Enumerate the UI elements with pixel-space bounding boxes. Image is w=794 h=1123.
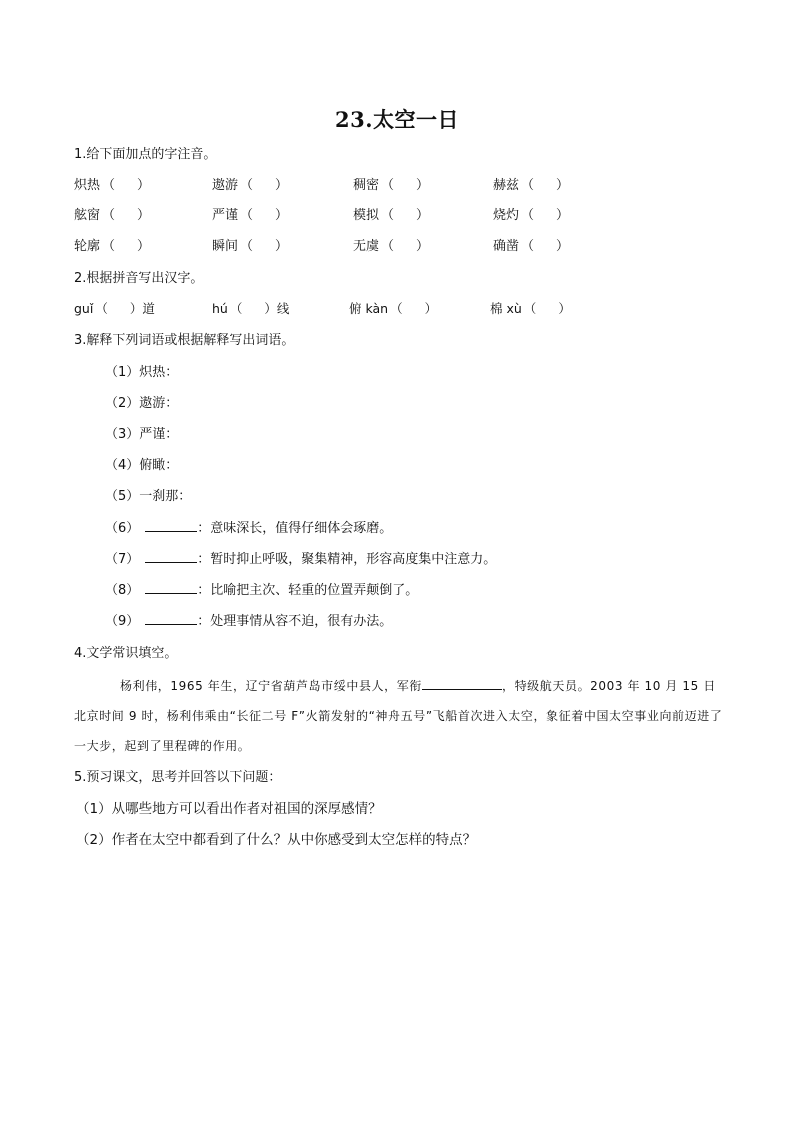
word: 模拟: [353, 208, 380, 223]
definition-text: ：意味深长，值得仔细体会琢磨。: [197, 521, 393, 536]
word-cell: [493, 206, 569, 226]
term-2: （2）遨游：: [105, 396, 179, 411]
pinyin-item: [490, 299, 571, 319]
answer-line[interactable]: [145, 581, 197, 594]
pinyin-row-2: [74, 206, 734, 226]
question-4-prompt: 4.文学常识填空。: [74, 646, 178, 661]
page-title: 23.太空一日: [334, 107, 460, 132]
question-5-2: （2）作者在太空中都看到了什么？从中你感受到太空怎样的特点？: [76, 832, 477, 848]
pinyin-item: [212, 299, 289, 319]
pinyin-row-1: [74, 176, 734, 196]
answer-line[interactable]: [145, 612, 197, 625]
question-1-prompt: 1.给下面加点的字注音。: [74, 147, 217, 162]
word-cell: [212, 237, 288, 257]
paragraph-text-after: ，特级航天员。2003 年 10 月 15 日北京时间 9 时，杨利伟乘由“长征二号 F”火箭发射的“神舟五号”飞船首次进入太空，象征着中国太空事业向前迈进了一大步，起到了里程碑的作用。: [74, 679, 723, 753]
word-cell: [212, 206, 288, 226]
question-3-prompt: 3.解释下列词语或根据解释写出词语。: [74, 333, 295, 348]
answer-blank[interactable]: [519, 176, 569, 196]
definition-8: [105, 581, 418, 600]
pinyin-row-3: [74, 237, 734, 257]
answer-blank[interactable]: [519, 206, 569, 226]
answer-blank[interactable]: [379, 206, 429, 226]
word-cell: [493, 237, 569, 257]
answer-blank[interactable]: [388, 299, 437, 319]
word: 无虞: [353, 239, 380, 254]
char-suffix: 道: [142, 301, 155, 316]
word: 赫兹: [493, 178, 520, 193]
word-cell: [212, 176, 288, 196]
word: 确凿: [493, 239, 520, 254]
word: 舷窗: [74, 208, 101, 223]
answer-blank[interactable]: [228, 299, 277, 319]
answer-line[interactable]: [145, 550, 197, 563]
rank-answer-line[interactable]: [422, 677, 502, 690]
term-1: （1）炽热：: [105, 365, 179, 380]
answer-blank[interactable]: [238, 206, 288, 226]
word: 瞬间: [212, 239, 239, 254]
item-number: （8）: [105, 583, 140, 598]
term-5: （5）一刹那：: [105, 489, 192, 504]
answer-blank[interactable]: [522, 299, 571, 319]
pinyin: hú: [212, 301, 228, 316]
paragraph-text-before: 杨利伟，1965 年生，辽宁省葫芦岛市绥中县人，军衔: [120, 679, 422, 693]
word-cell: [353, 206, 429, 226]
word-cell: [353, 176, 429, 196]
char-suffix: 线: [276, 301, 290, 316]
word-cell: [74, 206, 150, 226]
definition-6: [105, 519, 392, 538]
word-cell: [74, 237, 150, 257]
answer-blank[interactable]: [100, 206, 150, 226]
word: 烧灼: [493, 208, 520, 223]
term-4: （4）俯瞰：: [105, 458, 179, 473]
word: 遨游: [212, 178, 239, 193]
word-cell: [493, 176, 569, 196]
word: 稠密: [353, 178, 380, 193]
answer-blank[interactable]: [238, 237, 288, 257]
word: 炽热: [74, 178, 101, 193]
literature-paragraph: [74, 671, 724, 761]
item-number: （9）: [105, 614, 140, 629]
answer-blank[interactable]: [238, 176, 288, 196]
definition-9: [105, 612, 392, 631]
answer-blank[interactable]: [519, 237, 569, 257]
pinyin-item: [74, 299, 155, 319]
answer-blank[interactable]: [379, 237, 429, 257]
item-number: （6）: [105, 521, 140, 536]
pinyin: 俯 kàn: [349, 301, 389, 316]
answer-blank[interactable]: [100, 176, 150, 196]
answer-blank[interactable]: [100, 237, 150, 257]
definition-text: ：处理事情从容不迫，很有办法。: [197, 614, 393, 629]
item-number: （7）: [105, 552, 140, 567]
answer-line[interactable]: [145, 519, 197, 532]
definition-text: ：暂时抑止呼吸，聚集精神，形容高度集中注意力。: [197, 552, 497, 567]
word-cell: [353, 237, 429, 257]
question-5-prompt: 5.预习课文，思考并回答以下问题：: [74, 770, 282, 785]
pinyin: guǐ: [74, 301, 94, 316]
word: 轮廓: [74, 239, 101, 254]
definition-text: ：比喻把主次、轻重的位置弄颠倒了。: [197, 583, 419, 598]
question-5-1: （1）从哪些地方可以看出作者对祖国的深厚感情？: [76, 801, 382, 817]
definition-7: [105, 550, 496, 569]
answer-blank[interactable]: [379, 176, 429, 196]
hanzi-row: [74, 299, 734, 319]
question-2-prompt: 2.根据拼音写出汉字。: [74, 271, 204, 286]
term-3: （3）严谨：: [105, 427, 179, 442]
word-cell: [74, 176, 150, 196]
pinyin-item: [349, 299, 437, 319]
word: 严谨: [212, 208, 239, 223]
answer-blank[interactable]: [93, 299, 142, 319]
pinyin: 棉 xù: [490, 301, 522, 316]
